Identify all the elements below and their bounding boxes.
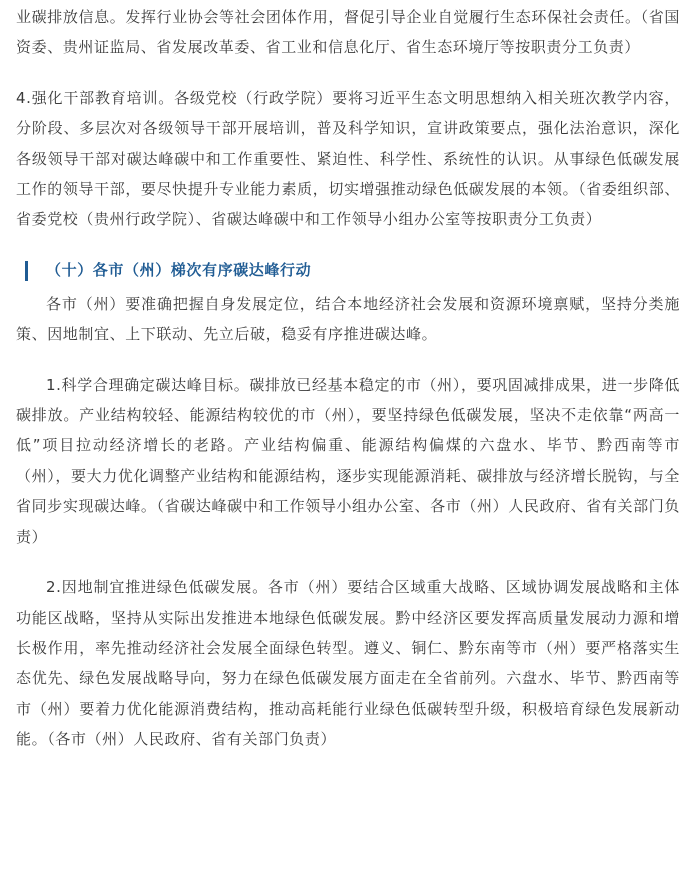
paragraph-gap	[16, 63, 680, 83]
paragraph-continued: 业碳排放信息。发挥行业协会等社会团体作用，督促引导企业自觉履行生态环保社会责任。（省国资委、贵州证监局、省发展改革委、省工业和信息化厅、省生态环境厅等按职责分工负责）	[16, 8, 680, 57]
section-heading-text: （十）各市（州）梯次有序碳达峰行动	[46, 260, 312, 279]
paragraph-target-setting: 1.科学合理确定碳达峰目标。碳排放已经基本稳定的市（州），要巩固减排成果，进一步降低碳排放。产业结构较轻、能源结构较优的市（州），要坚持绿色低碳发展，坚决不走依靠“两高一低”项目拉动经济增长的老路。产业结构偏重、能源结构偏煤的六盘水、毕节、黔西南等市（州），要大力优化调整产业结构和能源结构，逐步实现能源消耗、碳排放与经济增长脱钩，与全省同步实现碳达峰。（省碳达峰碳中和工作领导小组办公室、各市（州）人民政府、省有关部门负责）	[16, 375, 680, 546]
paragraph-gap	[16, 235, 680, 255]
document-body	[16, 0, 680, 755]
paragraph-intro: 各市（州）要准确把握自身发展定位，结合本地经济社会发展和资源环境禀赋，坚持分类施策、因地制宜、上下联动、先立后破，稳妥有序推进碳达峰。	[16, 294, 680, 344]
paragraph-local-development: 2.因地制宜推进绿色低碳发展。各市（州）要结合区域重大战略、区域协调发展战略和主体功能区战略，坚持从实际出发推进本地绿色低碳发展。黔中经济区要发挥高质量发展动力源和增长极作用，率先推动经济社会发展全面绿色转型。遵义、铜仁、黔东南等市（州）要严格落实生态优先、绿色发展战略导向，努力在绿色低碳发展方面走在全省前列。六盘水、毕节、黔西南等市（州）要着力优化能源消费结构，推动高耗能行业绿色低碳转型升级，积极培育绿色发展新动能。（各市（州）人民政府、省有关部门负责）	[16, 578, 680, 749]
section-heading	[16, 255, 680, 285]
paragraph-gap	[16, 350, 680, 370]
paragraph-gap	[16, 552, 680, 572]
paragraph-cadre-training: 4.强化干部教育培训。各级党校（行政学院）要将习近平生态文明思想纳入相关班次教学内容，分阶段、多层次对各级领导干部开展培训，普及科学知识，宣讲政策要点，强化法治意识，深化各级领导干部对碳达峰碳中和工作重要性、紧迫性、科学性、系统性的认识。从事绿色低碳发展工作的领导干部，要尽快提升专业能力素质，切实增强推动绿色低碳发展的本领。（省委组织部、省委党校（贵州行政学院）、省碳达峰碳中和工作领导小组办公室等按职责分工负责）	[16, 88, 680, 229]
heading-accent-bar	[25, 261, 28, 281]
